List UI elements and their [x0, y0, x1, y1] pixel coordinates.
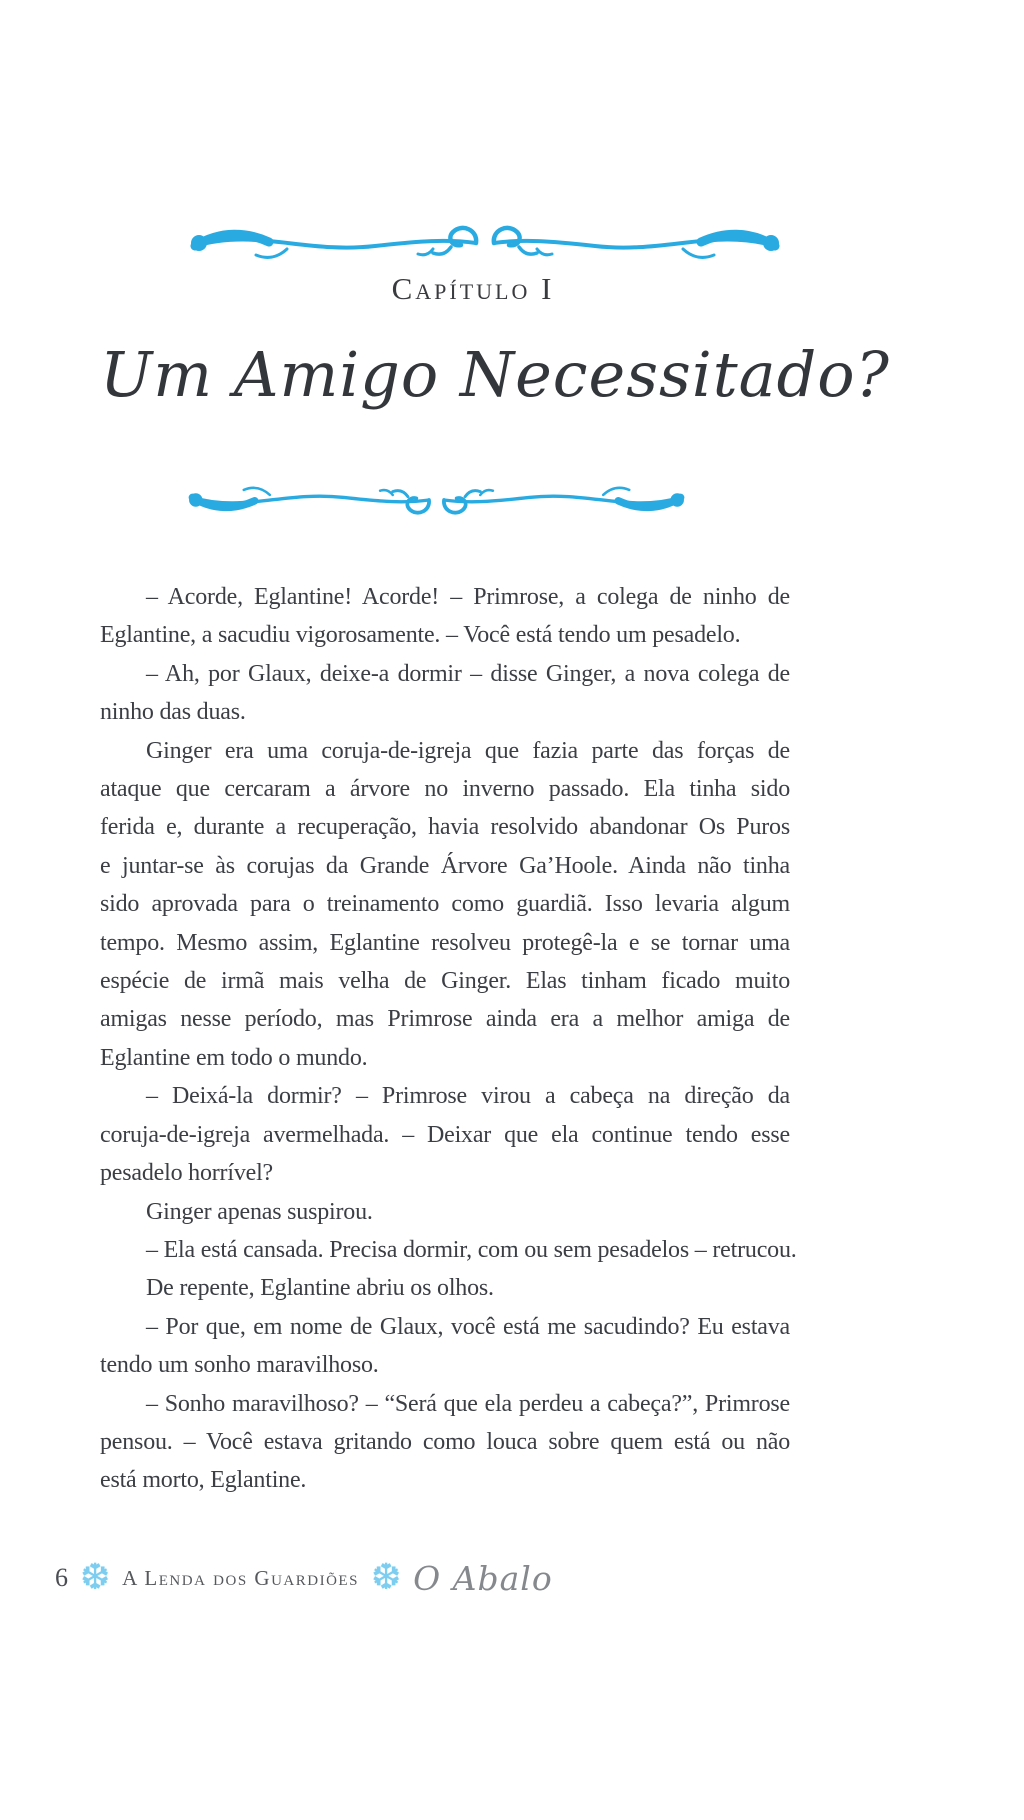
chapter-title: Um Amigo Necessitado? [100, 338, 890, 411]
decorative-flourish-bottom-icon [184, 482, 689, 518]
text-line: ninho das duas. [100, 699, 246, 726]
body-text [100, 578, 797, 1500]
text-line: – Acorde, Eglantine! Acorde! – Primrose, a colega de ninho de [146, 584, 790, 610]
book-title: O Abalo [413, 1558, 553, 1598]
text-line: coruja-de-igreja avermelhada. – Deixar que ela continue tendo esse [100, 1121, 790, 1148]
snowflake-icon: ❆ [370, 1557, 402, 1598]
decorative-flourish-top-icon [185, 222, 785, 264]
chapter-header [100, 222, 890, 518]
text-line: amigas nesse período, mas Primrose ainda era a melhor amiga de [100, 1006, 790, 1033]
text-line: – Sonho maravilhoso? – “Será que ela perdeu a cabeça?”, Primrose [146, 1390, 790, 1417]
series-title: A Lenda dos Guardiões [122, 1565, 359, 1590]
text-line: – Por que, em nome de Glaux, você está me sacudindo? Eu estava [146, 1313, 790, 1340]
text-line: – Ah, por Glaux, deixe-a dormir – disse Ginger, a nova colega de [146, 660, 790, 687]
page-number: 6 [55, 1563, 68, 1592]
text-line: ferida e, durante a recuperação, havia resolvido abandonar Os Puros [100, 814, 790, 841]
text-line: sido aprovada para o treinamento como guardiã. Isso levaria algum [100, 891, 790, 918]
text-line: – Ela está cansada. Precisa dormir, com ou sem pesadelos – retrucou. [146, 1236, 797, 1263]
text-line: – Deixá-la dormir? – Primrose virou a cabeça na direção da [146, 1083, 790, 1110]
text-line: tempo. Mesmo assim, Eglantine resolveu protegê-la e se tornar uma [100, 929, 790, 956]
text-line: Ginger era uma coruja-de-igreja que fazia parte das forças de [146, 737, 790, 764]
text-line: e juntar-se às corujas da Grande Árvore Ga’Hoole. Ainda não tinha [100, 852, 790, 879]
snowflake-icon: ❆ [80, 1557, 111, 1598]
page-footer [55, 1552, 553, 1604]
text-line: Ginger apenas suspirou. [146, 1198, 373, 1225]
text-line: Eglantine, a sacudiu vigorosamente. – Você está tendo um pesadelo. [100, 622, 741, 649]
text-line: Eglantine em todo o mundo. [100, 1044, 368, 1071]
text-line: espécie de irmã mais velha de Ginger. Elas tinham ficado muito [100, 968, 790, 995]
text-line: De repente, Eglantine abriu os olhos. [146, 1275, 494, 1302]
text-line: ataque que cercaram a árvore no inverno passado. Ela tinha sido [100, 776, 790, 803]
text-line: pensou. – Você estava gritando como louca sobre quem está ou não [100, 1428, 790, 1455]
text-line: está morto, Eglantine. [100, 1467, 307, 1494]
chapter-number-label: Capítulo I [391, 271, 555, 306]
text-line: pesadelo horrível? [100, 1160, 273, 1187]
text-line: tendo um sonho maravilhoso. [100, 1352, 379, 1379]
